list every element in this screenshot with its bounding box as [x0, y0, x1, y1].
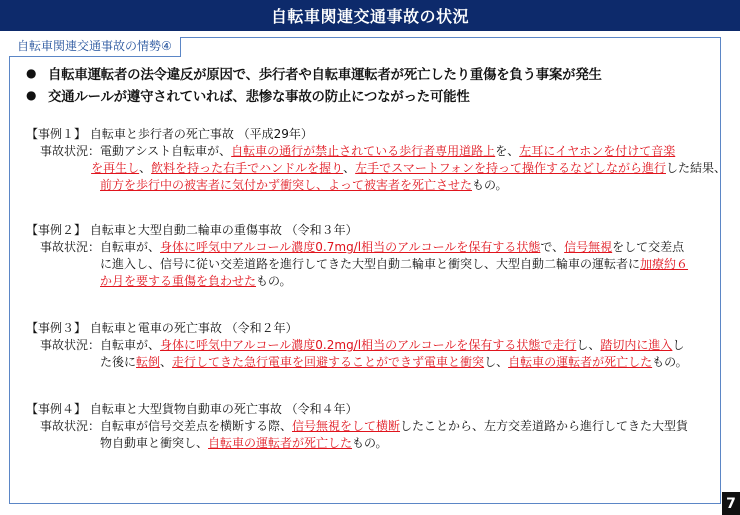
- case-line: [26, 337, 726, 354]
- case-text: し、: [484, 355, 509, 369]
- emphasis-text: 左手でスマートフォンを持って操作するなどしながら進行: [355, 161, 666, 175]
- case-heading: 【事例１】 自転車と歩行者の死亡事故 （平成29年）: [26, 127, 313, 141]
- case-line: [26, 239, 726, 256]
- case-status-label: 事故状況：: [40, 240, 101, 254]
- case-text: 、: [139, 161, 152, 175]
- case-description: [26, 337, 726, 371]
- case-text: し、: [576, 338, 601, 352]
- emphasis-text: 自転車の運転者が死亡した: [208, 436, 353, 450]
- bullet-text: 自転車運転者の法令違反が原因で、歩行者や自転車運転者が死亡したり重傷を負う事案が発生: [48, 67, 602, 83]
- case-line: [26, 256, 726, 273]
- case-status-label: 事故状況：: [40, 338, 101, 352]
- bullet-text: 交通ルールが遵守されていれば、悲惨な事故の防止につながった可能性: [48, 89, 470, 105]
- case-text: もの。: [256, 274, 292, 288]
- case-text: もの。: [472, 178, 508, 192]
- case-text: をして交差点: [612, 240, 685, 254]
- case-text: し: [672, 338, 685, 352]
- case-1: [26, 126, 726, 194]
- case-status-label: 事故状況：: [40, 144, 101, 158]
- case-line: [26, 418, 726, 435]
- case-description: [26, 143, 726, 194]
- case-text: 電動アシスト自転車が、: [100, 144, 232, 158]
- case-text: 物自動車と衝突し、: [100, 436, 209, 450]
- case-text: 、: [343, 161, 356, 175]
- case-heading: 【事例３】 自転車と電車の死亡事故 （令和２年）: [26, 321, 298, 335]
- case-2: [26, 222, 726, 290]
- case-text: した結果、: [665, 161, 726, 175]
- emphasis-text: 飲料を持った右手でハンドルを握り: [151, 161, 344, 175]
- case-text: 自転車が信号交差点を横断する際、: [100, 419, 293, 433]
- case-line: [26, 143, 726, 160]
- case-line: [26, 160, 726, 177]
- emphasis-text: 加療約６: [640, 257, 689, 271]
- emphasis-text: 転倒: [136, 355, 161, 369]
- case-line: [26, 177, 726, 194]
- case-description: [26, 418, 726, 452]
- section-label: 自転車関連交通事故の情勢④: [9, 37, 181, 57]
- emphasis-text: 前方を歩行中の被害者に気付かず衝突し、よって被害者を死亡させた: [100, 178, 473, 192]
- case-3: [26, 320, 726, 371]
- emphasis-text: 身体に呼気中アルコール濃度0.7mg/l相当のアルコールを保有する状態: [160, 240, 541, 254]
- bullet-icon: ●: [26, 66, 37, 80]
- emphasis-text: 信号無視: [564, 240, 613, 254]
- case-text: 自転車が、: [100, 338, 161, 352]
- bullet-item: [26, 62, 716, 84]
- case-status-label: 事故状況：: [40, 419, 101, 433]
- emphasis-text: 踏切内に進入: [600, 338, 673, 352]
- case-heading: 【事例４】 自転車と大型貨物自動車の死亡事故 （令和４年）: [26, 402, 358, 416]
- bullet-item: [26, 84, 716, 106]
- case-text: た後に: [100, 355, 137, 369]
- emphasis-text: 身体に呼気中アルコール濃度0.2mg/l相当のアルコールを保有する状態で走行: [160, 338, 577, 352]
- emphasis-text: を再生し: [91, 161, 140, 175]
- emphasis-text: 自転車の通行が禁止されている歩行者専用道路上: [231, 144, 496, 158]
- case-line: [26, 435, 726, 452]
- case-text: に進入し、信号に従い交差道路を進行してきた大型自動二輪車と衝突し、大型自動二輪車の運転者に: [100, 257, 641, 271]
- case-text: を、: [495, 144, 520, 158]
- emphasis-text: 信号無視をして横断: [292, 419, 401, 433]
- bullet-icon: ●: [26, 88, 37, 102]
- case-text: したことから、左方交差道路から進行してきた大型貨: [400, 419, 689, 433]
- case-line: [26, 273, 726, 290]
- case-text: 、: [160, 355, 173, 369]
- case-text: 自転車が、: [100, 240, 161, 254]
- page-number: 7: [722, 492, 740, 515]
- case-line: [26, 354, 726, 371]
- case-text: で、: [540, 240, 565, 254]
- case-text: もの。: [352, 436, 388, 450]
- case-description: [26, 239, 726, 290]
- case-heading: 【事例２】 自転車と大型自動二輪車の重傷事故 （令和３年）: [26, 223, 358, 237]
- summary-bullets: [26, 62, 716, 106]
- case-4: [26, 401, 726, 452]
- emphasis-text: か月を要する重傷を負わせた: [100, 274, 257, 288]
- emphasis-text: 左耳にイヤホンを付けて音楽: [519, 144, 676, 158]
- emphasis-text: 走行してきた急行電車を回避することができず電車と衝突: [172, 355, 485, 369]
- emphasis-text: 自転車の運転者が死亡した: [508, 355, 653, 369]
- case-text: もの。: [652, 355, 688, 369]
- page-title: 自転車関連交通事故の状況: [0, 0, 740, 31]
